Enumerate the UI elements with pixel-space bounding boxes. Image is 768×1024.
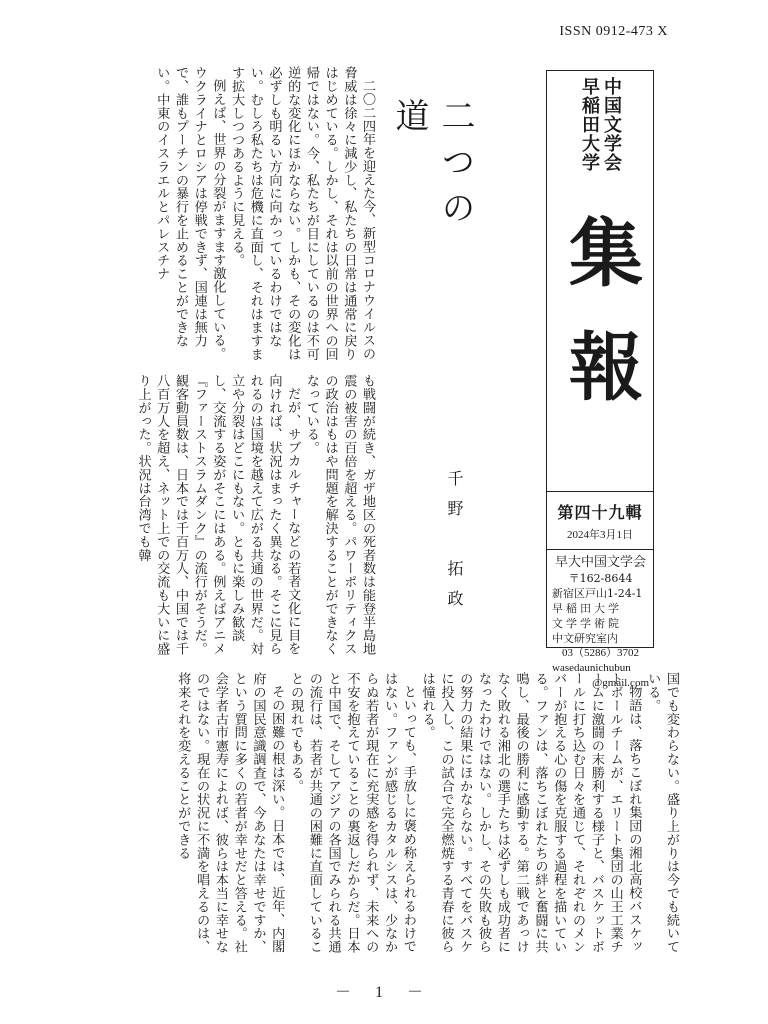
phone-number: 03（5286）3702 (562, 647, 639, 659)
paragraph: だが、サブカルチャーなどの若者文化に目を向ければ、状況はまったく異なる。そこに見られるのは国境を越えて広がる共通の世界だ。対立や分裂はどこにもない。ともに楽しみ歓談し、交流する姿がそこにはある。例えばアニメ『ファーストスラムダンク』の流行がそうだ。観客動員数は、日本では千百万人、中国では千八百万人を超え、ネット上での交流も大いに盛り上がった。状況は台湾でも韓 (135, 374, 301, 656)
address-line-1: 新宿区戸山1-24-1 (552, 587, 643, 600)
bulletin-title: 集報 (557, 214, 643, 442)
article-column-bottom (96, 672, 680, 960)
page-number: － 1 － (334, 984, 433, 1001)
address-line-3: 文学学術院 (552, 617, 622, 630)
email-domain[interactable]: @gmail.com (592, 677, 649, 689)
article-column-top (96, 66, 376, 366)
paragraph: 二〇二四年を迎えた今、新型コロナウイルスの脅威は徐々に減少し、私たちの日常は通常に戻りはじめている。しかし、それは以前の世界への回帰ではない。今、私たちが目にしているのは不可逆的な変化にほかならない。しかも、その変化は必ずしも明るい方向に向かっているわけではない。むしろ私たちは危機に直面し、それはますます拡大しつつあるように見える。 (229, 66, 375, 361)
paragraph: その困難の根は深い。日本では、近年、内閣府の国民意識調査で、今あなたは幸せですか、という質問に多くの若者が幸せだと答える。社会学者古市憲寿によれば、彼らは本当に幸せなのではない。現在の状況に不満を唱えるのは、将来それを変えることができる (175, 672, 285, 954)
address-line-2: 早稲田大学 (552, 602, 622, 615)
paragraph: 国でも変わらない。盛り上がりは今でも続いている。 (645, 672, 679, 954)
issue-date: 2024年3月1日 (567, 529, 633, 541)
bulletin-title-block (547, 183, 653, 473)
contact-name: 早大中国文学会 (554, 555, 646, 570)
article-column-middle (96, 374, 376, 664)
paragraph: 例えば、世界の分裂がますます激化している。ウクライナとロシアは停戦できず、国連は無力で、誰もプーチンの暴行を止めることができない。中東のイスラエルとパレスチナ (154, 66, 226, 361)
article-title: 二つの道 (389, 98, 475, 236)
paragraph: も戦闘が続き、ガザ地区の死者数は能登半島地震の被害の百倍を超える。パワーポリティクスの政治はもはや問題を解決することができなくなっている。 (303, 374, 375, 656)
article-author: 千野 拓政 (445, 470, 464, 620)
issn-number: ISSN 0912-473 X (559, 24, 668, 39)
contact-block (547, 549, 653, 691)
paragraph: 物語は、落ちこぼれ集団の湘北高校バスケットボールチームが、エリート集団の山王工業チームに激闘の末勝利する様子と、バスケットボールに打ち込む日々を通じて、それぞれのメンバーが抱える心の傷を克服する過程を描いている。ファンは、落ちこぼれたちの絆と奮闘に共鳴し、最後の勝利に感動する。第二戦であっけなく敗れる湘北の選手たちは必ずしも成功者になったわけではない。しかし、その失敗も彼らの努力の結果にほかならない。すべてをバスケに投入し、この試合で完全燃焼する青春に彼らは憧れる。 (419, 672, 642, 954)
society-name (547, 77, 653, 187)
paragraph: といっても、手放しに褒め称えられるわけではない。ファンが感じるカタルシスは、少なからぬ若者が現在に充実感を得られず、未来への不安を抱えていることの裏返しだからだ。日本と中国で、そしてアジアの各国でみられる共通の流行は、若者が共通の困難に直面していることの現れでもある。 (288, 672, 416, 954)
postal-code: 〒162-8644 (568, 572, 633, 585)
address-line-4: 中文研究室内 (552, 632, 618, 645)
email-user[interactable]: wasedaunichubun (552, 662, 631, 674)
society-name-line1: 早稲田大学 (579, 77, 600, 172)
society-name-line2: 中国文学会 (601, 77, 622, 172)
issue-number: 第四十九輯 (547, 491, 653, 523)
masthead (546, 70, 654, 689)
